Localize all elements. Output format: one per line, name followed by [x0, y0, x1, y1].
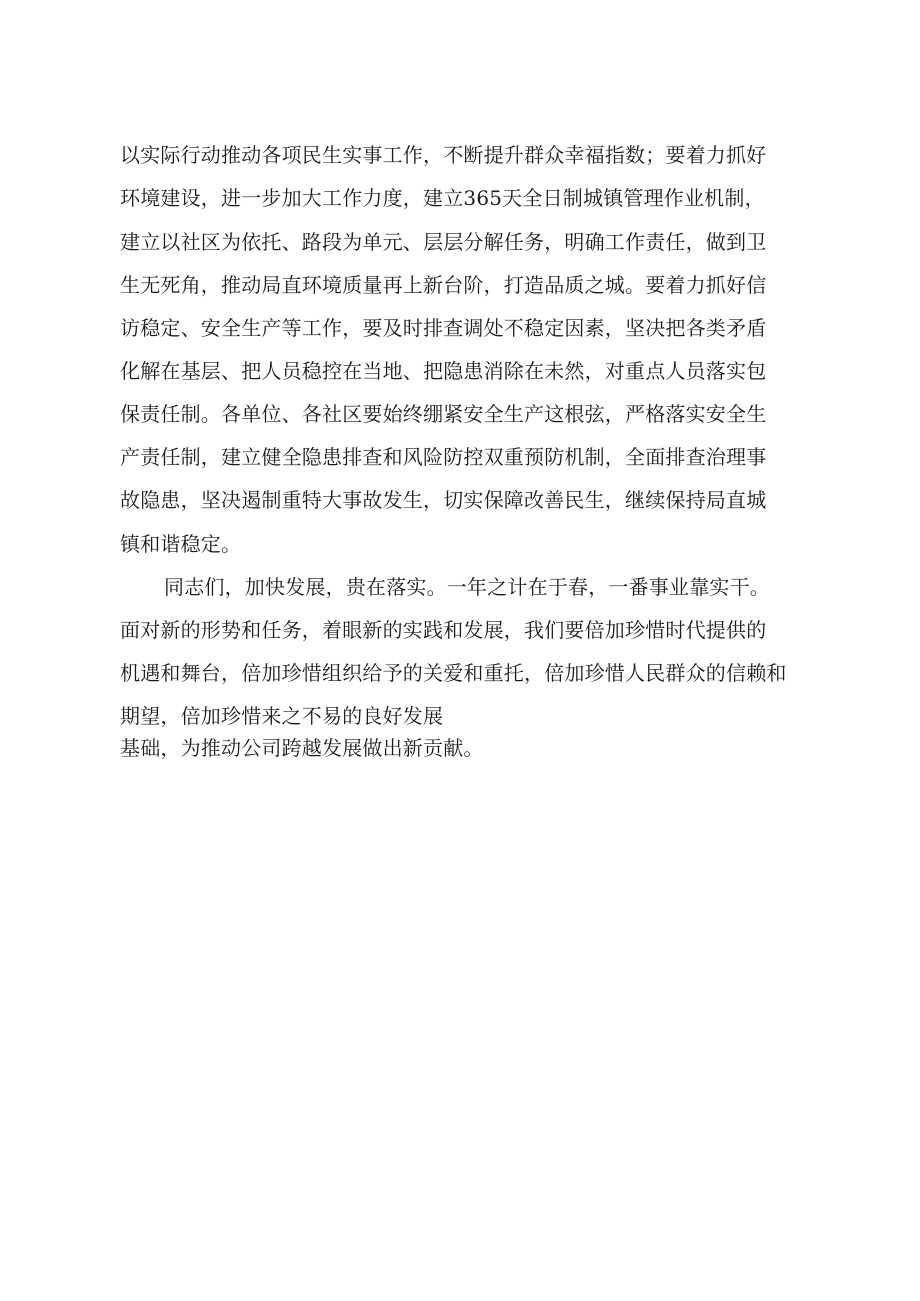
- paragraph-line: 建立以社区为依托、路段为单元、层层分解任务，明确工作责任，做到卫: [120, 230, 767, 254]
- paragraph-line: 以实际行动推动各项民生实事工作，不断提升群众幸福指数；要着力抓好: [120, 143, 767, 167]
- paragraph-line: 环境建设，进一步加大工作力度，建立365天全日制城镇管理作业机制，: [120, 186, 765, 210]
- paragraph-line: 化解在基层、把人员稳控在当地、把隐患消除在未然，对重点人员落实包: [120, 359, 767, 383]
- paragraph-line: 保责任制。各单位、各社区要始终绷紧安全生产这根弦，严格落实安全生: [120, 402, 767, 426]
- paragraph-line: 机遇和舞台，倍加珍惜组织给予的关爱和重托，倍加珍惜人民群众的信赖和: [120, 661, 787, 685]
- paragraph-line: 基础，为推动公司跨越发展做出新贡献。: [120, 736, 484, 760]
- paragraph-line: 面对新的形势和任务，着眼新的实践和发展，我们要倍加珍惜时代提供的: [120, 618, 767, 642]
- paragraph-line: 故隐患，坚决遏制重特大事故发生，切实保障改善民生，继续保持局直城: [120, 488, 767, 512]
- paragraph-line: 产责任制，建立健全隐患排查和风险防控双重预防机制，全面排查治理事: [120, 445, 767, 469]
- paragraph-line: 期望，倍加珍惜来之不易的良好发展: [120, 704, 444, 728]
- paragraph-first-line: 同志们，加快发展，贵在落实。一年之计在于春，一番事业靠实干。: [164, 575, 770, 599]
- paragraph-line: 生无死角，推动局直环境质量再上新台阶，打造品质之城。要着力抓好信: [120, 273, 767, 297]
- paragraph-line: 镇和谐稳定。: [120, 532, 242, 556]
- paragraph-line: 访稳定、安全生产等工作，要及时排查调处不稳定因素，坚决把各类矛盾: [120, 316, 767, 340]
